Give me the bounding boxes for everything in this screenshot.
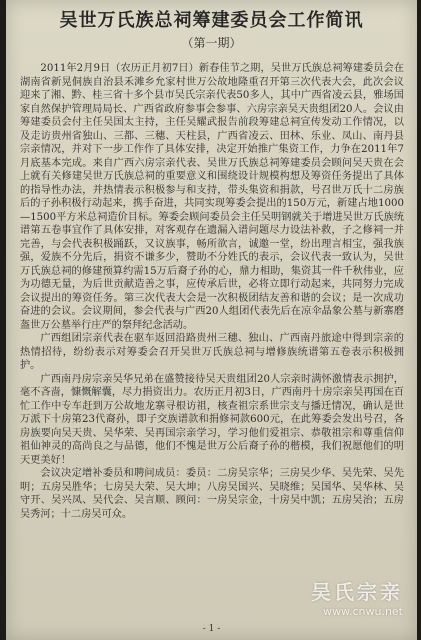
watermark-url: www.cnwu.net [322,605,403,618]
document-body [20,62,404,521]
page-number: - 1 - [202,624,221,634]
paragraph-guangxi-delegation: 广西组团宗亲代表在驱车返回沿路贵州三穗、独山、广西南丹旅途中得到宗亲的热情招待，纷纷表示对筹委会召开吴世万氏族总祠与增修族统谱第五卷表示积极拥护。 [20,333,404,371]
document-title: 吴世万氏族总祠筹建委员会工作简讯 [59,10,364,31]
paragraph-new-members: 会议决定增补委员和聘问成员：委员：二房吴宗华；三房吴少华、吴先荣、吴先明；五房吴胜华；七房吴大荣、吴大坤；八房吴国兴、吴晓维；吴国华、吴华林、吴守开、吴兴凤、吴代会、吴言顺、顾问：一房吴宗金，十房吴中凯；五房吴治；五房吴秀河；十二房吴可众。 [20,468,404,520]
paragraph-meeting-report: 2011年2月9日（农历正月初7日）新春佳节之期，吴世万氏族总祠筹建委员会在湖南省新晃侗族自治县禾滩乡允家村世万公故地隆重召开第三次代表大会，此次会议迎来了湘、黔、桂三省十多个县市吴氏宗亲代表50多人，其中广西省凌云县，雅场国家自然保护管理局局长、广西省政府参事会参事、六房宗亲吴天贵组团20人。会议由筹建委员会付主任吴国太主持，主任吴耀武报告前段筹建总祠宣传发动工作情况，以及走访贵州省独山、三都、三穗、天柱县，广西省凌云、田林、乐业、凤山、南丹县宗亲情况，并对下一步工作作了具体安排，决定开始推广集资工作，力争在2011年7月底基本完成。来自广西六房宗亲代表、吴世万氏族总祠筹建委员会顾问吴天贵在会上就有关修建吴世万氏族总祠的重要意义和围绕设计规模构想及筹资任务提出了具体的指导性办法，并热情表示积极参与和支持，带头集资和捐款，号召世万氏十二房族后的子孙积极行动起来，携手奋进，共同实现筹委会提出的150万元，新建占地1000—1500平方米总祠造价目标。筹委会顾问委员会主任吴明钢就关于增进吴世万氏族统谱第五卷事宜作了具体安排，对客观存在遗漏入谱问题尽力设法补救，子之修祠一并完善，与会代表积极踊跃，又议族事，畅所欲言，诚邀一堂，纷出理言相宝，强我族强，爱族不分先后，捐资不谦多少，赞助不分姓氏的表示，会议代表一致认为，吴世万氏族总祠的修建预算约需15万后裔子孙的心，鼎力相助，集资其一件千秋伟业，应为功德无量，为后世贡献造善之事，应传承后世，必将立即行动起来，共同努力完成会议提出的筹资任务。第三次代表大会是一次积极团结友善和谐的会议；是一次成功奋进的会议。会议期间，参会代表与广西20人组团代表先后在凉伞晶象公墓与新寨磨盔世万公墓举行庄严的祭拜纪念活动。 [20,63,404,331]
issue-number: （第一期） [181,36,242,50]
site-watermark [311,576,403,618]
document-page [6,0,417,640]
paragraph-nandan-clansmen: 广西南丹房宗亲吴华兄弟在盛赞接待吴天贵组团20人宗亲时满怀激情表示拥护，毫不吝啬，慷慨解囊，尽力捐资出力。农历正月初3日，广西南丹十房宗亲吴再国在百忙工作中专车赶到万公故地龙寨寻根访祖，核查祖宗系世宗支与播迁情况，确认是世万派下十房第23代裔孙，即子交族谱款和捐修祠款600元，在此筹委会发出号召，各房族要向吴天贵、吴华荣、吴再国宗亲学习，学习他们爱祖宗、恭敬祖宗和尊重信仰祖仙神灵的高尚良之与品德，他们不愧是世万公后裔子孙的楷模，我们祝愿他们的明天更美好！ [20,373,404,466]
watermark-brand: 吴氏宗亲 [311,580,403,604]
